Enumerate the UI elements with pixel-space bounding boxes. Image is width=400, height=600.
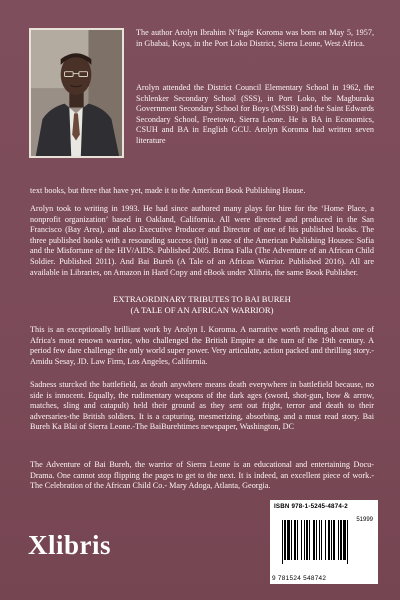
bio-paragraph-1: The author Arolyn Ibrahim N’fagie Koroma was born on May 5, 1957, in Gbabai, Koya, in the Port Loko District, Sierra Leone, West Africa. (136, 28, 374, 48)
barcode-bar (287, 520, 290, 560)
author-photo (29, 28, 124, 158)
tributes-heading (30, 294, 374, 316)
publisher-logo: Xlibris (28, 530, 112, 560)
bio-paragraph-3: Arolyn took to writing in 1993. He had since authored many plays for hire for the ‘Home Place, a nonprofit organization’ based in Oakland, California. All were directed and produced in the San Francisco (Bay Area), and also Executive Producer and Director of one of his published books. The three published books with a resounding success (hit) in one of the American Publishing Houses: Sofia and the Misfortune of the HIV/AIDS. Published 2005. Brima Falla (The Adventure of an African Child Soldier. Published 2011). And Bai Bureh (A Tale of an African Warrior. Published 2016). All are available in Libraries, on Amazon in Hard Copy and eBook under Xlibris, the same Book Publisher. (30, 204, 374, 277)
barcode-bar (282, 520, 283, 564)
barcode-bar (321, 520, 322, 560)
barcode-bar (294, 520, 296, 560)
tributes-heading-line-2: (A TALE OF AN AFRICAN WARRIOR) (130, 304, 274, 315)
barcode-bar (301, 520, 302, 560)
price-code: 51999 (356, 517, 373, 523)
barcode-bar (343, 520, 346, 560)
barcode-bar (309, 520, 310, 560)
bio-paragraph-2-continued: text books, but three that have yet, made it to the American Book Publishing House. (30, 186, 306, 195)
bio-paragraph-2: Arolyn attended the District Council Elementary School in 1962, the Schlenker Secondary School (SSS), in Port Loko, the Magburaka Government Secondary School for Boys (MSSB) and the Saint Edwards Secondary School, Freetown, Sierra Leone. He is BA in Economics, CSUH and BA in English GCU. Arolyn Koroma had written seven literature (136, 83, 374, 145)
tribute-3: The Adventure of Bai Bureh, the warrior of Sierra Leone is an educational and entertaining Docu-Drama. One cannot stop flipping the pages to get to the next. It is indeed, an excellent piece of work.-The Celebration of the African Child Co.- Mary Adoga, Atlanta, Georgia. (30, 460, 374, 491)
tribute-1: This is an exceptionally brilliant work by Arolyn I. Koroma. A narrative worth reading about one of Africa's most renown warrior, who challenged the British Empire at the turn of the 19th century. A period few dare challenge the only world super power. Very articulate, action packed and thrilling story.-Amidu Sesay, JD. Law Firm, Los Angeles, California. (30, 325, 374, 366)
barcode-bars (276, 514, 372, 572)
isbn-number: ISBN 978-1-5245-4874-2 (274, 503, 348, 510)
barcode-bar (284, 520, 286, 560)
barcode-bar (319, 520, 320, 560)
barcode-bar (297, 520, 298, 560)
barcode-bar (325, 520, 326, 560)
barcode-bar (313, 520, 315, 560)
barcode-bar (338, 520, 339, 560)
barcode-bar (328, 520, 330, 560)
barcode-bar (316, 520, 317, 560)
barcode-bar (347, 520, 348, 564)
isbn-barcode (270, 500, 378, 584)
barcode-bar (333, 520, 335, 560)
tributes-heading-line-1: EXTRAORDINARY TRIBUTES TO BAI BUREH (113, 294, 291, 304)
barcode-bar (291, 520, 292, 560)
barcode-bar (340, 520, 342, 560)
barcode-bar (304, 520, 305, 560)
ean-number: 9 781524 548742 (272, 575, 327, 582)
tribute-2: Sadness sturcked the battlefield, as death anywhere means death everywhere in battlefield because, no side is innocent. Equally, the rudimentary weapons of the dark ages (sword, shot-gun, bow & arrow, matches, sling and catapult) held their ground as they sent out fright, terror and death to their adversaries-the British soldiers. It is a capturing, mesmerizing, absorbing, and a must read story. Bai Bureh Ka Blai of Sierra Leone.-The BaiBurehtimes newspaper, Washington, DC (30, 380, 374, 432)
barcode-bar (306, 520, 308, 560)
author-portrait-image (31, 30, 122, 156)
barcode-bar (331, 520, 332, 560)
